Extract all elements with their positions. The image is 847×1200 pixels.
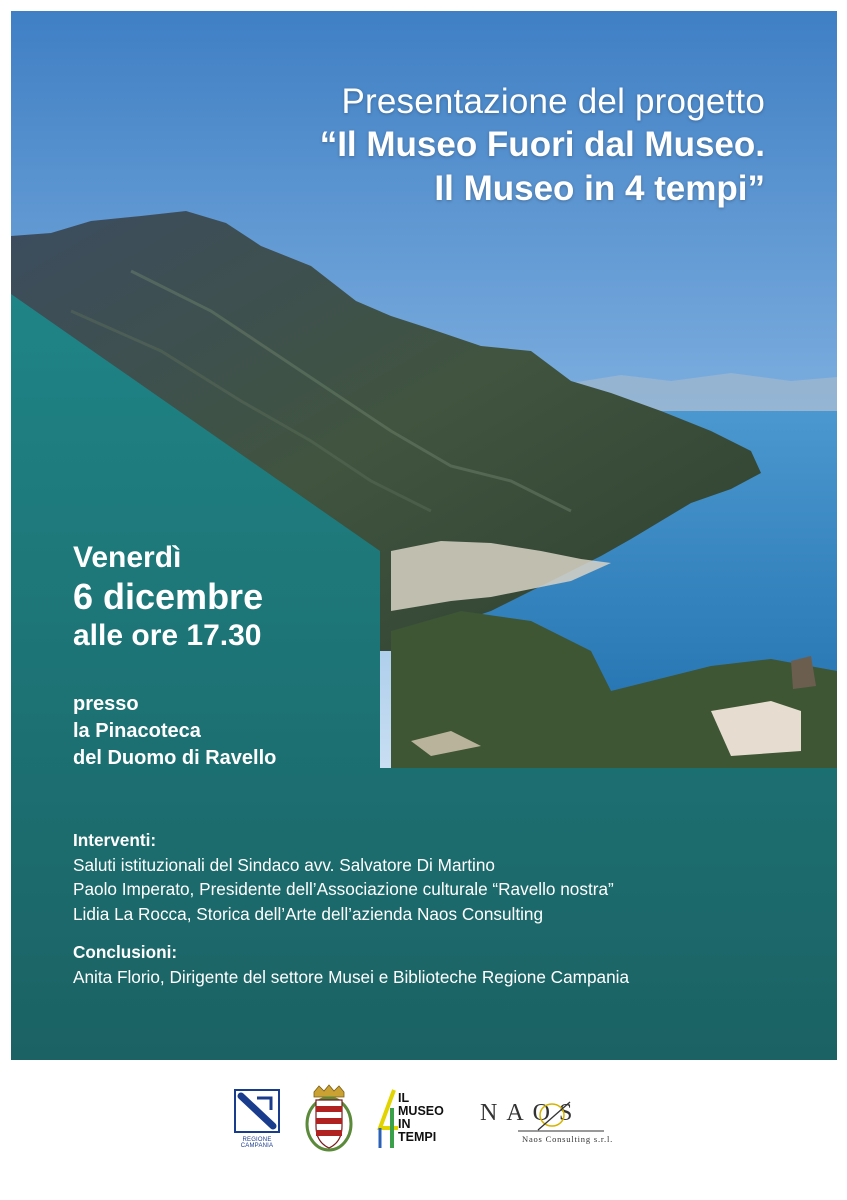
- venue-line-1: presso: [73, 693, 139, 715]
- museo-text-museo: MUSEO: [398, 1104, 444, 1118]
- event-poster: [11, 11, 837, 1060]
- museo-text-tempi: TEMPI: [398, 1130, 437, 1144]
- conclusioni-item: Anita Florio, Dirigente del settore Musei e Biblioteche Regione Campania: [73, 966, 630, 987]
- event-venue: [73, 691, 276, 772]
- sponsor-logos: [0, 1070, 847, 1180]
- title-line-3: Il Museo in 4 tempi”: [434, 169, 765, 208]
- museo-in-4-tempi-logo: [376, 1088, 466, 1158]
- regione-campania-logo: [227, 1088, 287, 1149]
- museo-text-in: IN: [398, 1117, 411, 1131]
- interventi-item: Saluti istituzionali del Sindaco avv. Salvatore Di Martino: [73, 854, 495, 875]
- naos-wordmark: NAOS: [480, 1100, 582, 1126]
- conclusioni-heading: Conclusioni:: [73, 942, 178, 962]
- event-time: alle ore 17.30: [73, 619, 262, 652]
- event-program: [73, 828, 629, 989]
- interventi-item: Paolo Imperato, Presidente dell’Associazione culturale “Ravello nostra”: [73, 879, 614, 899]
- museo-logo-text: [398, 1092, 444, 1144]
- venue-line-2: la Pinacoteca: [73, 720, 201, 742]
- event-day: Venerdì: [73, 541, 182, 574]
- regione-caption: REGIONE CAMPANIA: [240, 1137, 274, 1149]
- ravello-coat-of-arms-logo: [304, 1084, 354, 1154]
- museo-text-il: IL: [398, 1091, 410, 1105]
- interventi-heading: Interventi:: [73, 830, 157, 850]
- poster-title: [320, 81, 765, 211]
- title-line-2: “Il Museo Fuori dal Museo.: [319, 125, 765, 164]
- interventi-item: Lidia La Rocca, Storica dell’Arte dell’azienda Naos Consulting: [73, 903, 544, 924]
- naos-subtitle: Naos Consulting s.r.l.: [522, 1134, 614, 1144]
- venue-line-3: del Duomo di Ravello: [73, 747, 277, 769]
- event-date: [73, 539, 263, 655]
- event-date-text: 6 dicembre: [73, 576, 264, 617]
- naos-consulting-logo: [478, 1100, 628, 1150]
- title-line-1: Presentazione del progetto: [341, 82, 765, 121]
